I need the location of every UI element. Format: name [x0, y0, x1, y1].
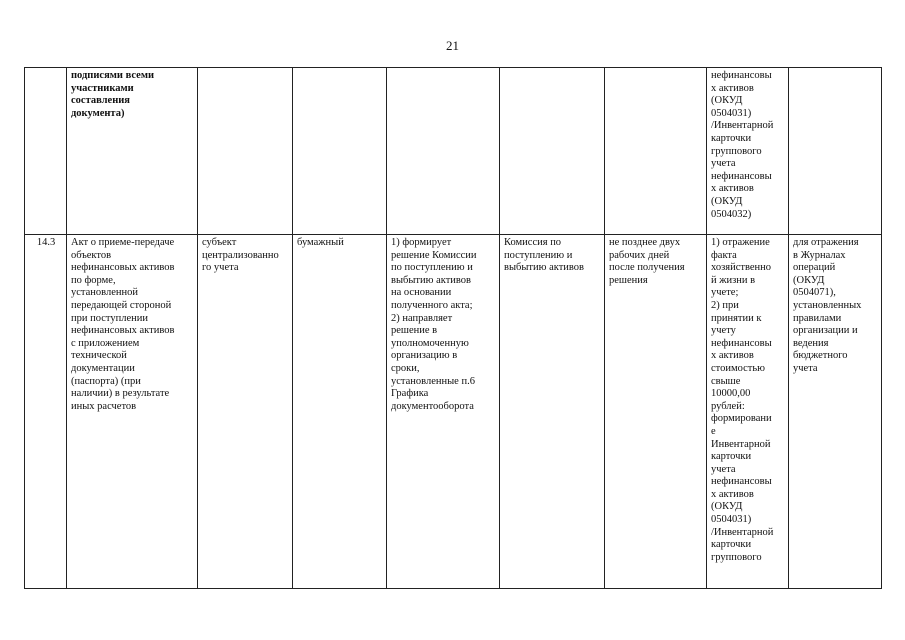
- procedure-cell: 1) формирует решение Комиссии по поступлению и выбытию активов на основании полученного акта; 2) направляет решение в уполномоченную организацию в сроки, установленные п.6 Графика документооборота: [387, 235, 500, 589]
- row-number-cell: [25, 68, 67, 235]
- document-name-cell: Акт о приеме-передаче объектов нефинансовых активов по форме, установленной передающей стороной при поступлении нефинансовых активов с приложением технической документации (паспорта) (при наличии) в результате иных расчетов: [67, 235, 198, 589]
- page-number: 21: [446, 38, 459, 53]
- document-name-cell: подписями всеми участниками составления документа): [67, 68, 198, 235]
- deadline-cell: [605, 68, 707, 235]
- purpose-cell: для отражения в Журналах операций (ОКУД 0504071), установленных правилами организации и ведения бюджетного учета: [789, 235, 882, 589]
- creator-cell: субъект централизованно го учета: [198, 235, 293, 589]
- table-row: [25, 68, 882, 235]
- recipient-cell: [500, 68, 605, 235]
- form-cell: [293, 68, 387, 235]
- procedure-cell: [387, 68, 500, 235]
- document-flow-table: [24, 67, 882, 589]
- purpose-cell: [789, 68, 882, 235]
- deadline-cell: не позднее двух рабочих дней после получения решения: [605, 235, 707, 589]
- outcome-cell: нефинансовы х активов (ОКУД 0504031) /Инвентарной карточки группового учета нефинансовы х активов (ОКУД 0504032): [707, 68, 789, 235]
- table-row: [25, 235, 882, 589]
- outcome-cell: 1) отражение факта хозяйственно й жизни в учете; 2) при принятии к учету нефинансовы х активов стоимостью свыше 10000,00 рублей: формировани е Инвентарной карточки учета нефинансовы х активов (ОКУД 0504031) /Инвентарной карточки группового: [707, 235, 789, 589]
- creator-cell: [198, 68, 293, 235]
- form-cell: бумажный: [293, 235, 387, 589]
- recipient-cell: Комиссия по поступлению и выбытию активов: [500, 235, 605, 589]
- row-number-cell: 14.3: [25, 235, 67, 589]
